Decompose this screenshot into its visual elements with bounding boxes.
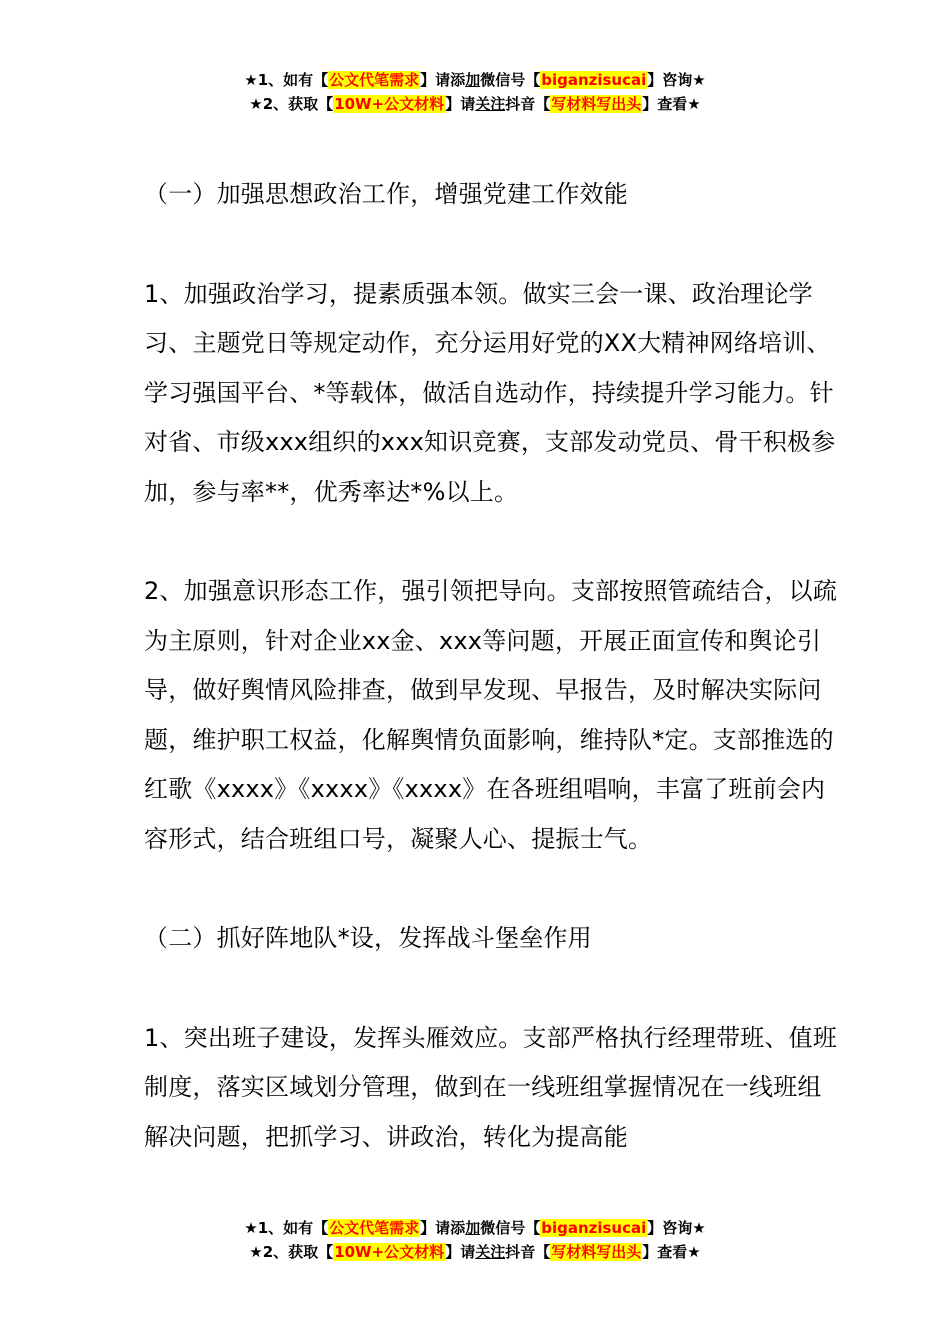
banner-line-2 [0,1240,950,1264]
banner-text: 】请添 [420,71,466,89]
banner-text: 】查看★ [642,1243,701,1261]
banner-highlight: 10W+公文材料 [334,1243,445,1261]
banner-highlight: 写材料写出头 [551,1243,642,1261]
banner-line-1 [0,1216,950,1240]
banner-text: 】请添 [420,1219,466,1237]
banner-line-2 [0,92,950,116]
banner-highlight: 公文代笔需求 [329,1219,420,1237]
section-heading-1: （一）加强思想政治工作，增强党建工作效能 [144,180,628,208]
section-heading-2: （二）抓好阵地队*设，发挥战斗堡垒作用 [144,924,592,952]
banner-underlined-text: 加 [465,1219,481,1237]
banner-text: 】查看★ [642,95,701,113]
banner-line-1 [0,68,950,92]
banner-text: 抖音【 [505,1243,551,1261]
banner-text: ★1、如有【 [244,1219,329,1237]
banner-text: 】请 [445,95,476,113]
paragraph-2: 2、加强意识形态工作，强引领把导向。支部按照管疏结合，以疏为主原则，针对企业xx金、xxx等问题，开展正面宣传和舆论引导，做好舆情风险排查，做到早发现、早报告，及时解决实际问题，维护职工权益，化解舆情负面影响，维持队*定。支部推选的红歌《xxxx》《xxxx》《xxxx》在各班组唱响，丰富了班前会内容形式，结合班组口号，凝聚人心、提振士气。 [144,577,838,853]
banner-text: ★2、获取【 [249,1243,334,1261]
banner-underlined-text: 加 [465,71,481,89]
banner-text: 】请 [445,1243,476,1261]
document-body [144,170,844,1212]
banner-text: 微信号【 [480,71,541,89]
banner-underlined-text: 关注 [475,1243,506,1261]
banner-highlight: 写材料写出头 [551,95,642,113]
banner-text: ★2、获取【 [249,95,334,113]
header-banner [0,68,950,116]
banner-highlight: biganzisucai [541,1219,647,1237]
banner-highlight: 公文代笔需求 [329,71,420,89]
banner-highlight: 10W+公文材料 [334,95,445,113]
banner-underlined-text: 关注 [475,95,506,113]
banner-text: 抖音【 [505,95,551,113]
banner-text: 】咨询★ [647,1219,706,1237]
banner-text: 微信号【 [480,1219,541,1237]
paragraph-1: 1、加强政治学习，提素质强本领。做实三会一课、政治理论学习、主题党日等规定动作，充分运用好党的XX大精神网络培训、学习强国平台、*等载体，做活自选动作，持续提升学习能力。针对省、市级xxx组织的xxx知识竞赛，支部发动党员、骨干积极参加，参与率**，优秀率达*%以上。 [144,279,836,506]
paragraph-3: 1、突出班子建设，发挥头雁效应。支部严格执行经理带班、值班制度，落实区域划分管理，做到在一线班组掌握情况在一线班组解决问题，把抓学习、讲政治，转化为提高能 [144,1023,838,1151]
footer-banner [0,1216,950,1264]
banner-text: 】咨询★ [647,71,706,89]
banner-highlight: biganzisucai [541,71,647,89]
banner-text: ★1、如有【 [244,71,329,89]
